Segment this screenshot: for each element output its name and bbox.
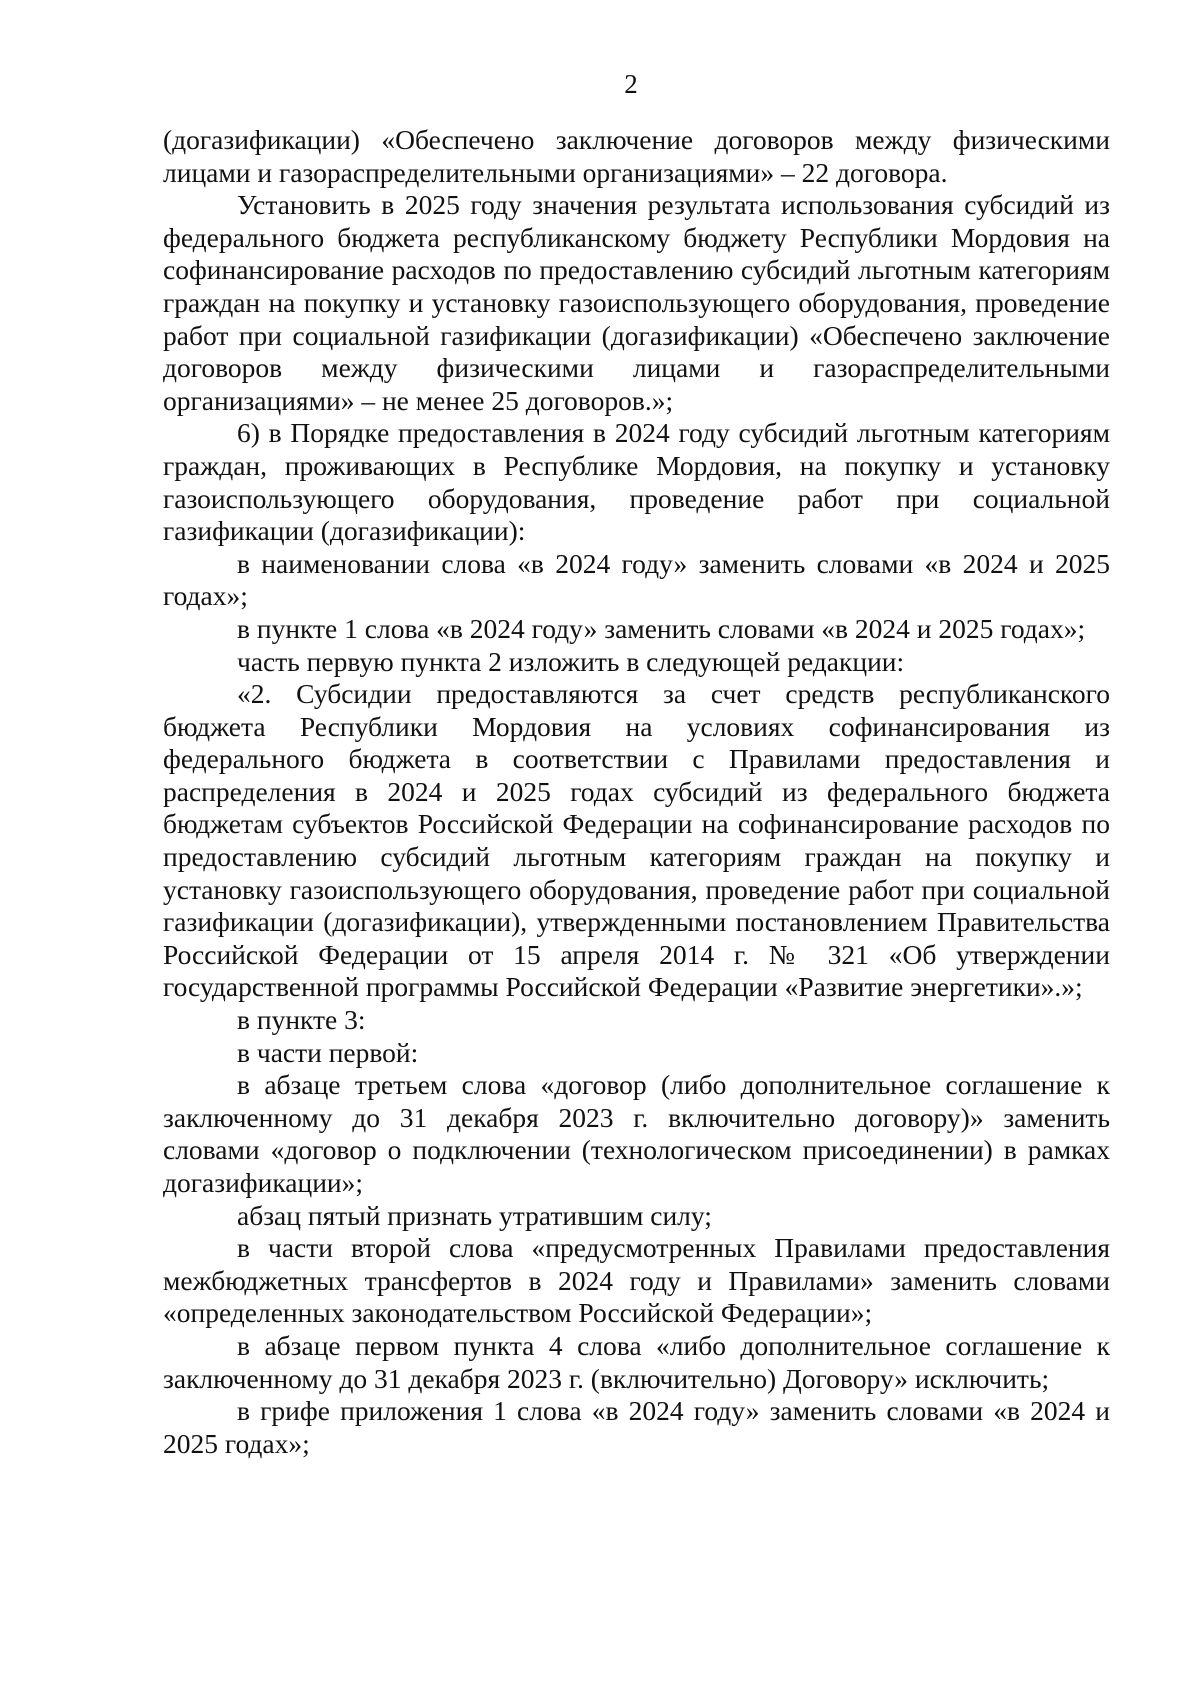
paragraph-9: в части первой: (237, 1036, 419, 1068)
paragraph-11: абзац пятый признать утратившим силу; (237, 1199, 712, 1231)
page-number: 2 (624, 69, 638, 99)
paragraph-4: в наименовании слова «в 2024 году» заменить словами «в 2024 и 2025 годах»; (163, 547, 1110, 612)
document-body (163, 124, 1110, 1460)
paragraph-7: «2. Субсидии предоставляются за счет средств республиканского бюджета Республики Мордовия на условиях софинансирования из федерального бюджета в соответствии с Правилами предоставления и распределения в 2024 и 2025 годах субсидий из федерального бюджета бюджетам субъектов Российской Федерации на софинансирование расходов по предоставлению субсидий льготным категориям граждан на покупку и установку газоиспользующего оборудования, проведение работ при социальной газификации (догазификации), утвержденными постановлением Правительства Российской Федерации от 15 апреля 2014 г. № 321 «Об утверждении государственной программы Российской Федерации «Развитие энергетики».»; (163, 678, 1110, 1003)
paragraph-12: в части второй слова «предусмотренных Правилами предоставления межбюджетных трансфертов в 2024 году и Правилами» заменить словами «определенных законодательством Российской Федерации»; (163, 1232, 1110, 1329)
paragraph-3: 6) в Порядке предоставления в 2024 году субсидий льготным категориям граждан, проживающих в Республике Мордовия, на покупку и установку газоиспользующего оборудования, проведение работ при социальной газификации (догазификации): (163, 417, 1110, 547)
paragraph-14: в грифе приложения 1 слова «в 2024 году» заменить словами «в 2024 и 2025 годах»; (163, 1395, 1110, 1459)
paragraph-5: в пункте 1 слова «в 2024 году» заменить словами «в 2024 и 2025 годах»; (237, 612, 1086, 644)
paragraph-10: в абзаце третьем слова «договор (либо дополнительное соглашение к заключенному до 31 декабря 2023 г. включительно договору)» заменить словами «договор о подключении (технологическом присоединении) в рамках догазификации»; (163, 1069, 1110, 1198)
paragraph-13: в абзаце первом пункта 4 слова «либо дополнительное соглашение к заключенному до 31 декабря 2023 г. (включительно) Договору» исключить; (163, 1329, 1110, 1394)
paragraph-1: (догазификации) «Обеспечено заключение договоров между физическими лицами и газораспределительными организациями» – 22 договора. (163, 124, 1110, 188)
paragraph-6: часть первую пункта 2 изложить в следующей редакции: (237, 645, 905, 677)
paragraph-8: в пункте 3: (237, 1004, 366, 1036)
paragraph-2: Установить в 2025 году значения результата использования субсидий из федерального бюджета республиканскому бюджету Республики Мордовия на софинансирование расходов по предоставлению субсидий льготным категориям граждан на покупку и установку газоиспользующего оборудования, проведение работ при социальной газификации (догазификации) «Обеспечено заключение договоров между физическими лицами и газораспределительными организациями» – не менее 25 договоров.»; (163, 189, 1110, 416)
